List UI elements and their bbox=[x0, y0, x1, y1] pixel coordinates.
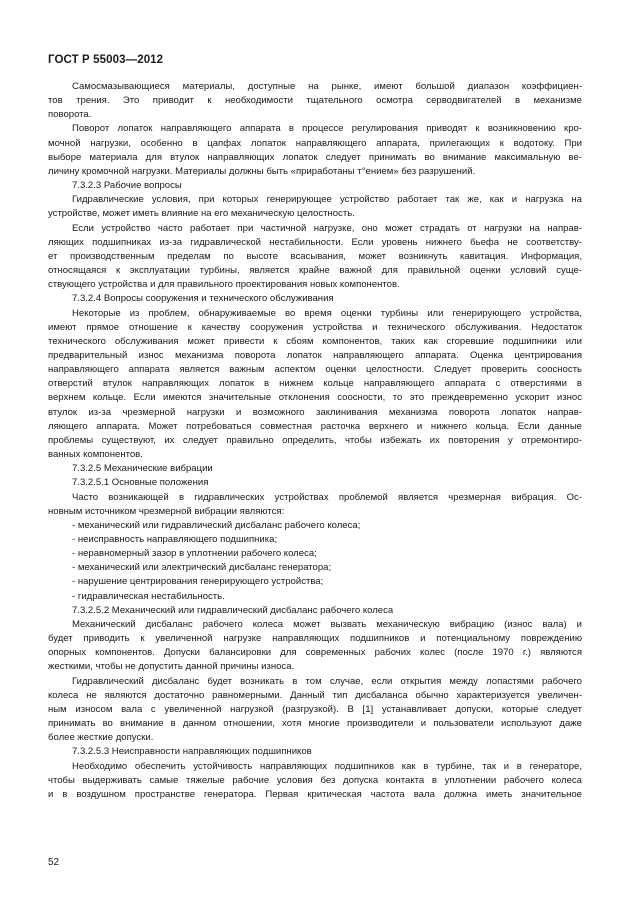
text-line: 7.3.2.5 Механические вибрации bbox=[72, 463, 213, 475]
text-line: выборе материала для втулок направляющих лопаток следует принимать во внимание максимальную ве- bbox=[48, 151, 582, 163]
text-line: - гидравлическая нестабильность. bbox=[72, 590, 225, 602]
text-line: личину кромочной нагрузки. Материалы должны быть «приработаны т°ением» без разрушений. bbox=[48, 165, 476, 177]
text-line: - неравномерный зазор в уплотнении рабочего колеса; bbox=[72, 548, 317, 560]
text-line: Необходимо обеспечить устойчивость направляющих подшипников как в турбине, так и в генераторе, bbox=[72, 760, 582, 772]
text-line: - механический или электрический дисбаланс генератора; bbox=[72, 562, 332, 574]
text-line: предварительный износ механизма поворота лопаток направляющего аппарата. Оценка центрирования bbox=[48, 349, 582, 361]
text-line: 7.3.2.5.2 Механический или гидравлический дисбаланс рабочего колеса bbox=[72, 604, 394, 616]
text-line: - нарушение центрирования генерирующего устройства; bbox=[72, 576, 324, 588]
text-line: и в воздушном пространстве генератора. Первая критическая частота вала должна иметь значительное bbox=[48, 788, 582, 800]
text-line: верхнем кольце. Если имеются значительные отклонения соосности, то это преждевременно ускорит износ bbox=[48, 392, 582, 404]
text-line: относящаяся к эксплуатации турбины, является крайне важной для правильной оценки условий суще- bbox=[48, 265, 582, 277]
text-line: мочной нагрузки, особенно в цапфах лопаток направляющего аппарата, прилегающих к водотоку. При bbox=[48, 137, 582, 149]
text-line: Если устройство часто работает при частичной нагрузке, оно может страдать от нагрузки на направ- bbox=[72, 222, 582, 234]
text-line: жесткими, чтобы не допустить данной причины износа. bbox=[48, 661, 295, 673]
text-line: имеют прямое отношение к качеству сооружения устройства и технического обслуживания. Недостаток bbox=[48, 321, 582, 333]
text-line: технического обслуживания может привести к сбоям компонентов, таких как сгоревшие подшипники или bbox=[48, 335, 582, 347]
text-line: принимать во внимание в данном отношении, хотя многие производители и пользователи используют даже bbox=[48, 718, 582, 730]
text-line: - механический или гидравлический дисбаланс рабочего колеса; bbox=[72, 519, 361, 531]
text-line: 7.3.2.5.3 Неисправности направляющих подшипников bbox=[72, 746, 312, 758]
text-line: Механический дисбаланс рабочего колеса может вызвать механическую вибрацию (износ вала) и bbox=[72, 618, 582, 630]
text-line: ляющего аппарата. Может потребоваться совместная расточка верхнего и нижнего кольца. Если данные bbox=[48, 420, 582, 432]
text-line: ванных компонентов. bbox=[48, 449, 143, 461]
page-number: 52 bbox=[48, 857, 60, 868]
text-line: Гидравлический дисбаланс будет возникать в том случае, если открытия между лопастями рабочего bbox=[72, 675, 582, 687]
text-line: Гидравлические условия, при которых генерирующее устройство работает так же, как и нагрузка на bbox=[72, 194, 582, 206]
text-line: Часто возникающей в гидравлических устройствах проблемой является чрезмерная вибрация. Ос- bbox=[72, 491, 582, 503]
text-line: Поворот лопаток направляющего аппарата в процессе регулирования приводят к возникновению кро- bbox=[72, 123, 582, 135]
text-line: ствующего устройства и для правильного проектирования новых компонентов. bbox=[48, 279, 400, 291]
text-line: будет приводить к увеличенной нагрузке направляющих подшипников и потенциальному повреждению bbox=[48, 633, 582, 645]
text-line: - неисправность направляющего подшипника; bbox=[72, 534, 278, 545]
text-line: направляющего аппарата является важным аспектом оценки целостности. Следует проверить соосность bbox=[48, 364, 582, 376]
text-line: ет производственным пределам по высоте всасывания, может возникнуть кавитация. Информация, bbox=[48, 250, 582, 262]
text-line: 7.3.2.5.1 Основные положения bbox=[72, 477, 209, 489]
text-line: проблемы существуют, их следует правильно определить, чтобы избежать их повторения у отремонтиро- bbox=[48, 434, 582, 446]
document-header: ГОСТ Р 55003—2012 bbox=[48, 54, 164, 66]
text-line: новным источником чрезмерной вибрации являются: bbox=[48, 505, 285, 517]
text-line: 7.3.2.4 Вопросы сооружения и технического обслуживания bbox=[72, 293, 334, 305]
text-line: отверстий втулок направляющих лопаток в нижнем кольце направляющего аппарата с отверстиями в bbox=[48, 378, 582, 390]
text-line: втулок из-за чрезмерной нагрузки и возможного заклинивания механизма поворота лопаток направ- bbox=[48, 406, 582, 418]
text-line: колеса не являются достаточно равномерными. Данный тип дисбаланса обычно характеризуется увеличен- bbox=[48, 689, 582, 701]
text-line: устройстве, может иметь влияние на его механическую целостность. bbox=[48, 208, 355, 220]
text-line: поворота. bbox=[48, 109, 92, 121]
text-line: Некоторые из проблем, обнаруживаемые во время оценки турбины или генерирующего устройства, bbox=[72, 307, 582, 319]
text-line: тов трения. Это приводит к необходимости тщательного осмотра серводвигателей в механизме bbox=[48, 95, 582, 107]
text-line: ным износом вала с увеличенной нагрузкой (разгрузкой). В [1] устанавливает допуски, которые следует bbox=[48, 703, 582, 715]
text-line: опорных компонентов. Допуски балансировки для современных рабочих колес (после 1970 г.) являются bbox=[48, 647, 582, 659]
text-line: ляющих подшипниках из-за гидравлической нестабильности. Если уровень нижнего бьефа не соответству- bbox=[48, 236, 582, 248]
body-text bbox=[48, 80, 582, 802]
text-line: более жесткие допуски. bbox=[48, 732, 154, 744]
text-line: Самосмазывающиеся материалы, доступные на рынке, имеют большой диапазон коэффициен- bbox=[72, 81, 582, 92]
text-line: 7.3.2.3 Рабочие вопросы bbox=[72, 180, 182, 192]
text-line: чтобы выдерживать самые тяжелые рабочие условия без допуска контакта в уплотнении рабочего колеса bbox=[48, 774, 582, 786]
